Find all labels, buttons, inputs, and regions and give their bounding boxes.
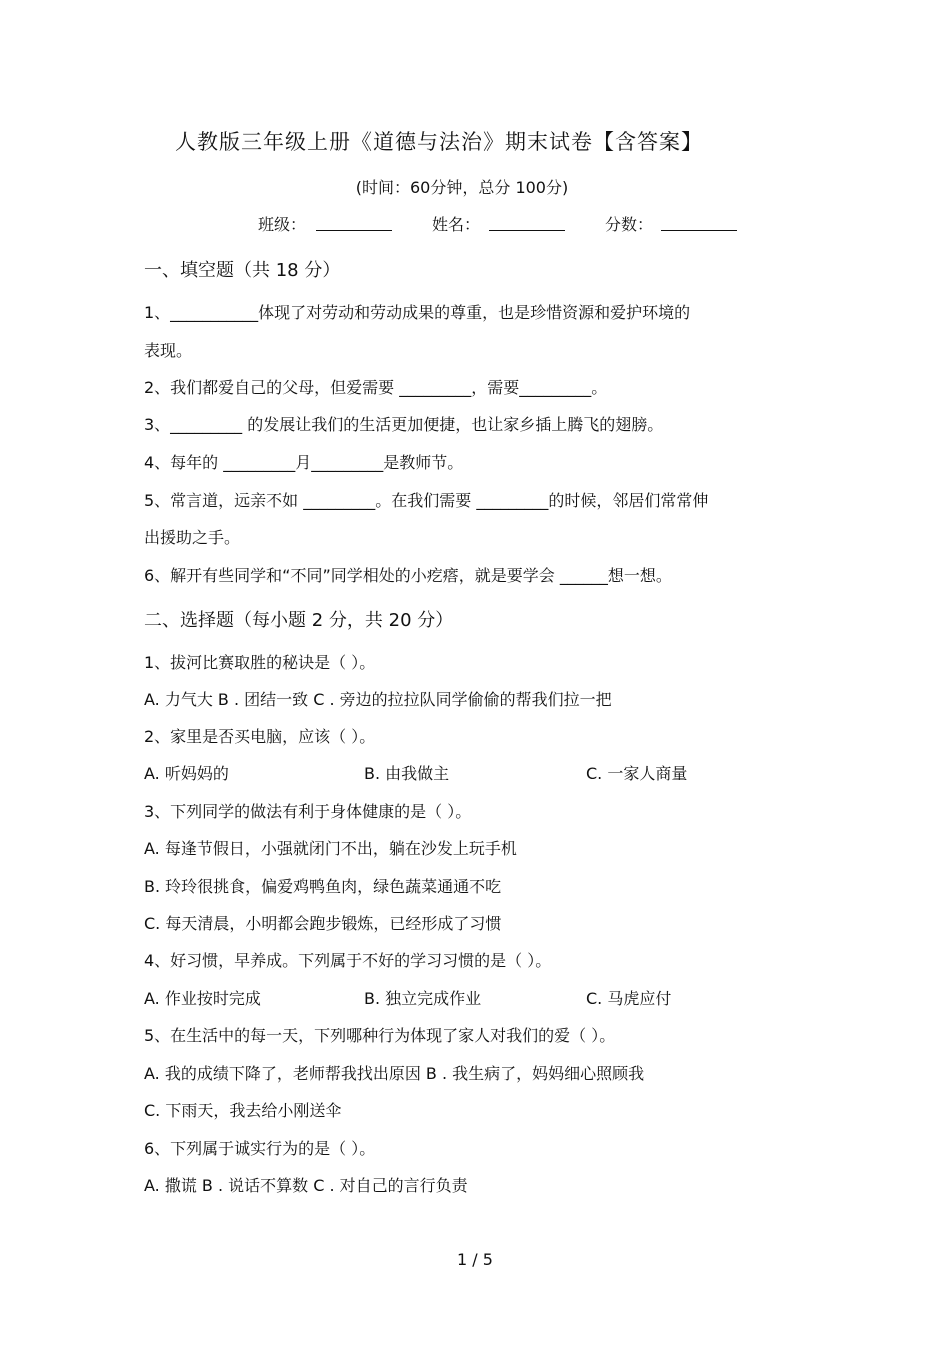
fill-question-4: 4、每年的 _________月_________是教师节。	[144, 453, 464, 472]
score-label: 分数：	[605, 215, 654, 234]
page-number: 1 / 5	[457, 1250, 493, 1269]
fill-question-5-cont: 出援助之手。	[144, 528, 241, 547]
choice-question-1-options: A. 力气大 B . 团结一致 C . 旁边的拉拉队同学偷偷的帮我们拉一把	[144, 690, 612, 709]
page-title: 人教版三年级上册《道德与法治》期末试卷【含答案】	[175, 130, 703, 154]
choice-question-2-option-a: A. 听妈妈的	[144, 764, 229, 783]
choice-question-4-option-a: A. 作业按时完成	[144, 989, 261, 1008]
choice-question-5-option-c: C. 下雨天，我去给小刚送伞	[144, 1101, 342, 1120]
choice-question-6-options: A. 撒谎 B . 说话不算数 C . 对自己的言行负责	[144, 1176, 468, 1195]
choice-question-3-option-a: A. 每逢节假日，小强就闭门不出，躺在沙发上玩手机	[144, 839, 517, 858]
choice-question-4-option-b: B. 独立完成作业	[364, 989, 482, 1008]
score-blank	[661, 212, 737, 231]
choice-question-5: 5、在生活中的每一天，下列哪种行为体现了家人对我们的爱（ ）。	[144, 1026, 616, 1045]
class-label: 班级：	[258, 215, 307, 234]
fill-question-6: 6、解开有些同学和“不同”同学相处的小疙瘩，就是要学会 ______想一想。	[144, 566, 672, 585]
choice-question-2: 2、家里是否买电脑，应该（ ）。	[144, 727, 376, 746]
choice-question-5-options-ab: A. 我的成绩下降了，老师帮我找出原因 B . 我生病了，妈妈细心照顾我	[144, 1064, 645, 1083]
choice-question-2-option-b: B. 由我做主	[364, 764, 450, 783]
choice-question-2-option-c: C. 一家人商量	[586, 764, 688, 783]
exam-time-info: (时间：60分钟，总分 100分)	[355, 178, 569, 197]
choice-question-3: 3、下列同学的做法有利于身体健康的是（ ）。	[144, 802, 472, 821]
name-label: 姓名：	[432, 215, 481, 234]
section-choice-heading: 二、选择题（每小题 2 分，共 20 分）	[144, 610, 454, 631]
choice-question-3-option-b: B. 玲玲很挑食，偏爱鸡鸭鱼肉，绿色蔬菜通通不吃	[144, 877, 502, 896]
fill-question-3: 3、_________ 的发展让我们的生活更加便捷，也让家乡插上腾飞的翅膀。	[144, 415, 664, 434]
section-fill-in-heading: 一、填空题（共 18 分）	[144, 260, 341, 281]
choice-question-6: 6、下列属于诚实行为的是（ ）。	[144, 1139, 376, 1158]
fill-question-5: 5、常言道，远亲不如 _________。在我们需要 _________的时候，邻居们常常伸	[144, 491, 709, 510]
choice-question-4-option-c: C. 马虎应付	[586, 989, 672, 1008]
fill-question-1-cont: 表现。	[144, 341, 193, 360]
choice-question-3-option-c: C. 每天清晨，小明都会跑步锻炼，已经形成了习惯	[144, 914, 502, 933]
fill-question-1: 1、___________体现了对劳动和劳动成果的尊重，也是珍惜资源和爱护环境的	[144, 303, 691, 322]
choice-question-4: 4、好习惯，早养成。下列属于不好的学习习惯的是（ ）。	[144, 951, 552, 970]
name-blank	[489, 212, 565, 231]
choice-question-1: 1、拔河比赛取胜的秘诀是（ ）。	[144, 653, 376, 672]
class-blank	[316, 212, 392, 231]
fill-question-2: 2、我们都爱自己的父母，但爱需要 _________，需要_________。	[144, 378, 608, 397]
